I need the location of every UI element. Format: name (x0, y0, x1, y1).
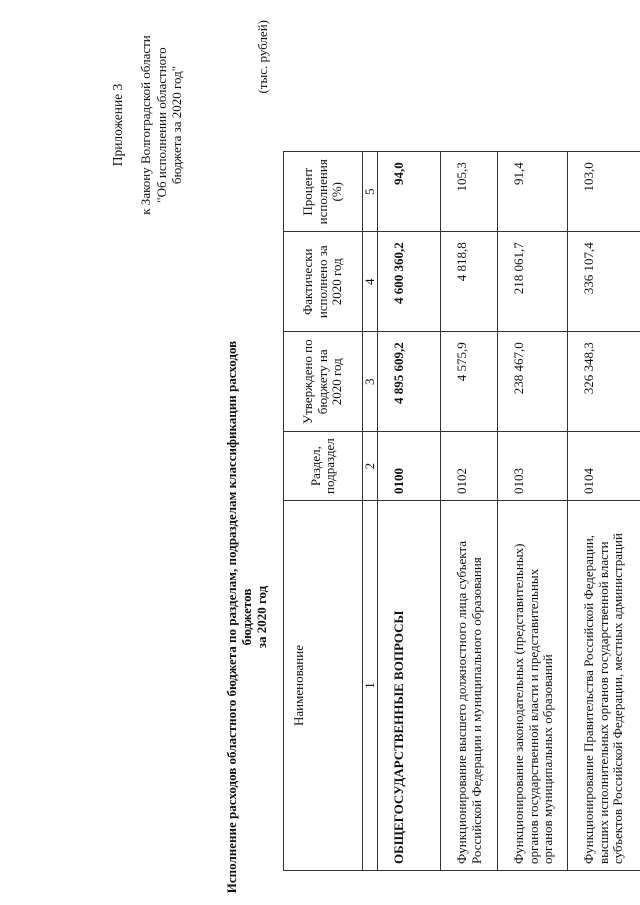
table-row (441, 152, 498, 871)
row-percent: 103,0 (568, 152, 640, 232)
header-line: (%) (329, 182, 345, 202)
law-reference (138, 0, 185, 250)
column-header-actual (284, 232, 363, 332)
column-number: 5 (363, 152, 378, 232)
column-header-name: Наименование (284, 501, 363, 871)
row-percent: 94,0 (378, 152, 441, 232)
law-line: к Закону Волгоградской области (138, 35, 153, 215)
law-line: бюджета за 2020 год" (169, 65, 184, 185)
column-number: 4 (363, 232, 378, 332)
header-line: Раздел, (307, 446, 323, 487)
row-name-line: ОБЩЕГОСУДАРСТВЕННЫЕ ВОПРОСЫ (391, 610, 406, 864)
header-line: 2020 год (329, 358, 345, 406)
column-header-approved (284, 332, 363, 432)
row-name-line: органов муниципальных образований (540, 654, 555, 864)
header-line: исполнения (314, 159, 330, 225)
header-line: Фактически (300, 248, 316, 315)
row-code: 0102 (441, 432, 498, 501)
row-percent: 105,3 (441, 152, 498, 232)
column-header-section (284, 432, 363, 501)
row-name (441, 501, 498, 871)
row-code: 0104 (568, 432, 640, 501)
row-actual: 4 600 360,2 (378, 232, 441, 332)
title-line: за 2020 год (254, 585, 269, 649)
law-line: "Об исполнении областного (153, 47, 169, 203)
header-line: подраздел (322, 438, 337, 494)
row-name-line: высших исполнительных органов государственной власти (595, 541, 611, 864)
row-name-line: Функционирование Правительства Российской Федерации, (581, 534, 596, 864)
table-row (568, 152, 640, 871)
row-code: 0100 (378, 432, 441, 501)
header-line: 2020 год (329, 258, 345, 306)
title-line: Исполнение расходов областного бюджета по разделам, подразделам классификации расходов бюджетов (224, 340, 254, 894)
row-approved: 4 575,9 (441, 332, 498, 432)
row-name-line: Функционирование высшего должностного лица субъекта (454, 541, 469, 864)
units-label: (тыс. рублей) (255, 20, 270, 94)
column-number: 2 (363, 432, 378, 501)
row-name-line: субъектов Российской Федерации, местных администраций (610, 533, 625, 864)
column-number: 3 (363, 332, 378, 432)
row-code: 0103 (498, 432, 568, 501)
appendix-label: Приложение 3 (110, 83, 125, 167)
row-approved: 326 348,3 (568, 332, 640, 432)
row-name (498, 501, 568, 871)
row-name (568, 501, 640, 871)
document-title (224, 337, 269, 897)
table-row (498, 152, 568, 871)
table-header-row (284, 152, 363, 871)
column-number-row (363, 152, 378, 871)
header-line: бюджету на (314, 349, 330, 415)
header-line: исполнено за (314, 245, 330, 319)
row-percent: 91,4 (498, 152, 568, 232)
row-actual: 4 818,8 (441, 232, 498, 332)
header-line: Утверждено по (300, 339, 316, 425)
table-row (378, 152, 441, 871)
row-name-line: Функционирование законодательных (представительных) (511, 543, 526, 864)
row-name (378, 501, 441, 871)
expenditure-table (283, 151, 640, 871)
row-approved: 4 895 609,2 (378, 332, 441, 432)
column-header-percent (284, 152, 363, 232)
header-line: Процент (300, 167, 316, 216)
row-approved: 238 467,0 (498, 332, 568, 432)
row-actual: 336 107,4 (568, 232, 640, 332)
row-actual: 218 061,7 (498, 232, 568, 332)
row-name-line: Российской Федерации и муниципального образования (468, 557, 484, 864)
row-name-line: органов государственной власти и представительных (525, 568, 541, 864)
column-number: 1 (363, 501, 378, 871)
